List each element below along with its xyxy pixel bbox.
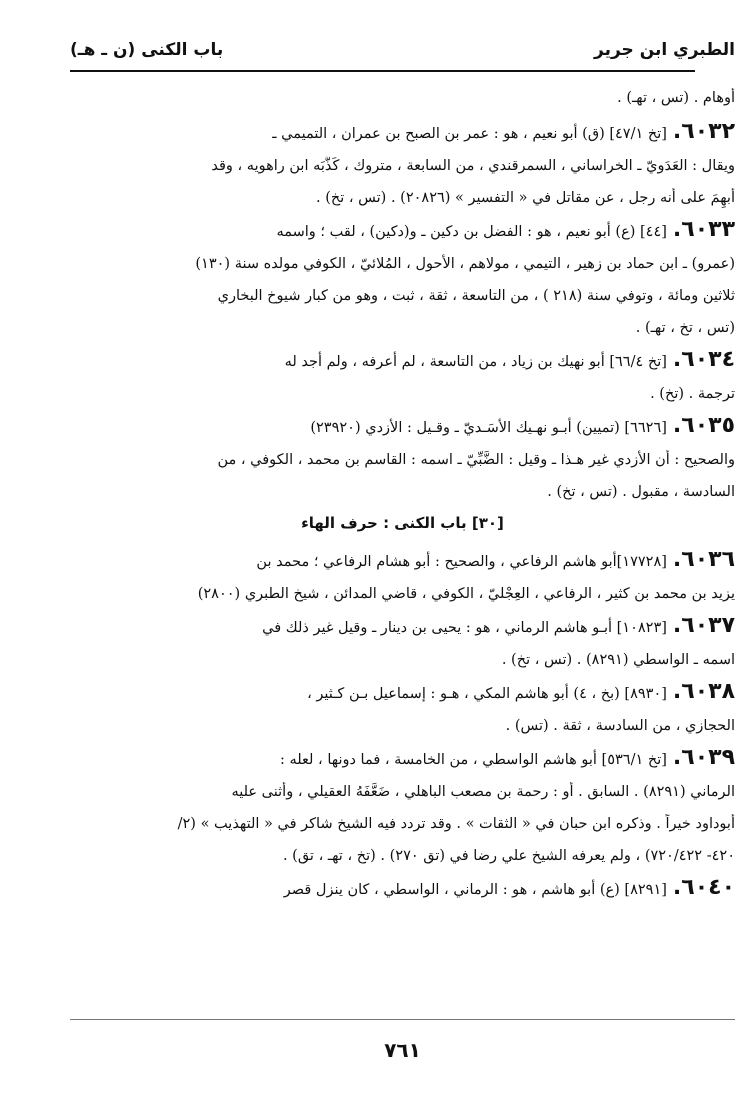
entry-number: ٦٠٣٢. xyxy=(672,122,735,144)
entry-text: [١٧٧٢٨]أبو هاشم الرفاعي ، والصحيح : أبو هشام الرفاعي ؛ محمد بن xyxy=(256,554,667,570)
entry-text: الحجازي ، من السادسة ، ثقة . (تس) . xyxy=(505,718,735,734)
entry-number: ٦٠٣٤. xyxy=(672,350,735,372)
entry-line xyxy=(70,682,735,704)
entry xyxy=(70,550,735,604)
page-number: ٧٦١ xyxy=(384,1038,421,1062)
entry-line xyxy=(70,286,735,306)
entry-line xyxy=(70,220,735,242)
entry-line xyxy=(70,350,735,372)
entry-text: [٦٦٢٦] (تميين) أبـو نهـيك الأسَـديّ ـ وقـيل : الأزدي (٢٣٩٢٠) xyxy=(310,420,667,436)
entry-text: أُبهِمَ على أنه رجل ، عن مقاتل في « التفسير » (٢٠٨٢٦) . (تس ، تخ) . xyxy=(315,190,735,206)
entry-number: ٦٠٤٠. xyxy=(672,878,735,900)
entry-text: يزيد بن محمد بن كثير ، الرفاعي ، العِجْليّ ، الكوفي ، قاضي المدائن ، شيخ الطبري (٢٨٠٠) xyxy=(197,586,735,602)
entry-line xyxy=(70,748,735,770)
entry-text: (تس ، تخ ، تهـ) . xyxy=(635,320,735,336)
entry xyxy=(70,878,735,900)
entry-line xyxy=(70,188,735,208)
entry-number: ٦٠٣٥. xyxy=(672,416,735,438)
entry-line xyxy=(70,254,735,274)
entry-text: ترجمة . (تخ) . xyxy=(650,386,735,402)
entry-line xyxy=(70,616,735,638)
entry xyxy=(70,122,735,208)
entry-number: ٦٠٣٩. xyxy=(672,748,735,770)
entry-line xyxy=(70,584,735,604)
entry xyxy=(70,682,735,736)
book-title: الطبري ابن جرير xyxy=(594,40,735,60)
footer-rule xyxy=(70,1019,735,1020)
entry-text: السادسة ، مقبول . (تس ، تخ) . xyxy=(547,484,735,500)
entry-line xyxy=(70,156,735,176)
entry-text: [٨٩٣٠] (بخ ، ٤) أبو هاشم المكي ، هـو : إسماعيل بـن كـثير ، xyxy=(307,686,667,702)
entry xyxy=(70,416,735,502)
book-page xyxy=(70,28,735,1078)
entry xyxy=(70,748,735,866)
intro-line: أوهام . (تس ، تهـ) . xyxy=(617,90,735,106)
entry-text: ويقال : العَدَويّ ـ الخراساني ، السمرقندي ، من السابعة ، متروك ، كَذَّبَه ابن راهويه ، وقد xyxy=(211,158,735,174)
section-heading: [٣٠] باب الكنى : حرف الهاء xyxy=(301,514,504,532)
entry-line xyxy=(70,550,735,572)
entry-line xyxy=(70,782,735,802)
entry-text: اسمه ـ الواسطي (٨٢٩١) . (تس ، تخ) . xyxy=(501,652,735,668)
entry-line xyxy=(70,450,735,470)
entry-line xyxy=(70,416,735,438)
entry-number: ٦٠٣٧. xyxy=(672,616,735,638)
entry xyxy=(70,350,735,404)
entries-group-nun xyxy=(70,122,735,502)
entry-number: ٦٠٣٨. xyxy=(672,682,735,704)
chapter-title: باب الكنى (ن ـ هـ) xyxy=(70,40,224,60)
entry-text: والصحيح : أن الأزدي غير هـذا ـ وقيل : الضَّبِّيّ ـ اسمه : القاسم بن محمد ، الكوفي ، من xyxy=(217,452,735,468)
entry xyxy=(70,220,735,338)
entry-line xyxy=(70,122,735,144)
entry-text: [تخ ٦٦/٤] أبو نهيك بن زياد ، من التاسعة ، لم أعرفه ، ولم أجد له xyxy=(284,354,667,370)
entry-line xyxy=(70,384,735,404)
entry-text: (عمرو) ـ ابن حماد بن زهير ، التيمي ، مولاهم ، الأحول ، المُلائيّ ، الكوفي مولده سنة (١٣٠) xyxy=(195,256,735,272)
entry-number: ٦٠٣٣. xyxy=(672,220,735,242)
entry-line xyxy=(70,716,735,736)
entry-line xyxy=(70,846,735,866)
entry-text: [٤٤] (ع) أبو نعيم ، هو : الفضل بن دكين ـ و(دكين) ، لقب ؛ واسمه xyxy=(276,224,667,240)
entry-text: [٨٢٩١] (ع) أبو هاشم ، هو : الرماني ، الواسطي ، كان ينزل قصر xyxy=(283,882,667,898)
page-body xyxy=(70,88,735,912)
entry-text: الرماني (٨٢٩١) . السابق . أو : رحمة بن مصعب الباهلي ، ضَعَّفَهُ العقيلي ، وأثنى عليه xyxy=(231,784,735,800)
entry-text: ٤٢٠- ٧٢٠/٤٢٢) ، ولم يعرفه الشيخ علي رضا في (تق ٢٧٠) . (تخ ، تهـ ، تق) . xyxy=(282,848,735,864)
entry-text: [١٠٨٢٣] أبـو هاشم الرماني ، هو : يحيى بن دينار ـ وقيل غير ذلك في xyxy=(262,620,667,636)
entry-text: أبوداود خيراً . وذكره ابن حبان في « الثقات » . وقد تردد فيه الشيخ شاكر في « التهذيب » (٢/ xyxy=(177,816,735,832)
entry-line xyxy=(70,318,735,338)
entry xyxy=(70,616,735,670)
entry-line xyxy=(70,482,735,502)
entry-number: ٦٠٣٦. xyxy=(672,550,735,572)
entry-line xyxy=(70,814,735,834)
running-header xyxy=(70,28,735,72)
entry-line xyxy=(70,878,735,900)
entry-text: [تخ ٤٧/١] (ق) أبو نعيم ، هو : عمر بن الصبح بن عمران ، التميمي ـ xyxy=(272,126,667,142)
entry-text: ثلاثين ومائة ، وتوفي سنة (٢١٨ ) ، من التاسعة ، ثقة ، ثبت ، وهو من كبار شيوخ البخاري xyxy=(217,288,735,304)
entries-group-ha xyxy=(70,550,735,900)
entry-line xyxy=(70,650,735,670)
entry-text: [تخ ٥٣٦/١] أبو هاشم الواسطي ، من الخامسة ، فما دونها ، لعله : xyxy=(279,752,667,768)
